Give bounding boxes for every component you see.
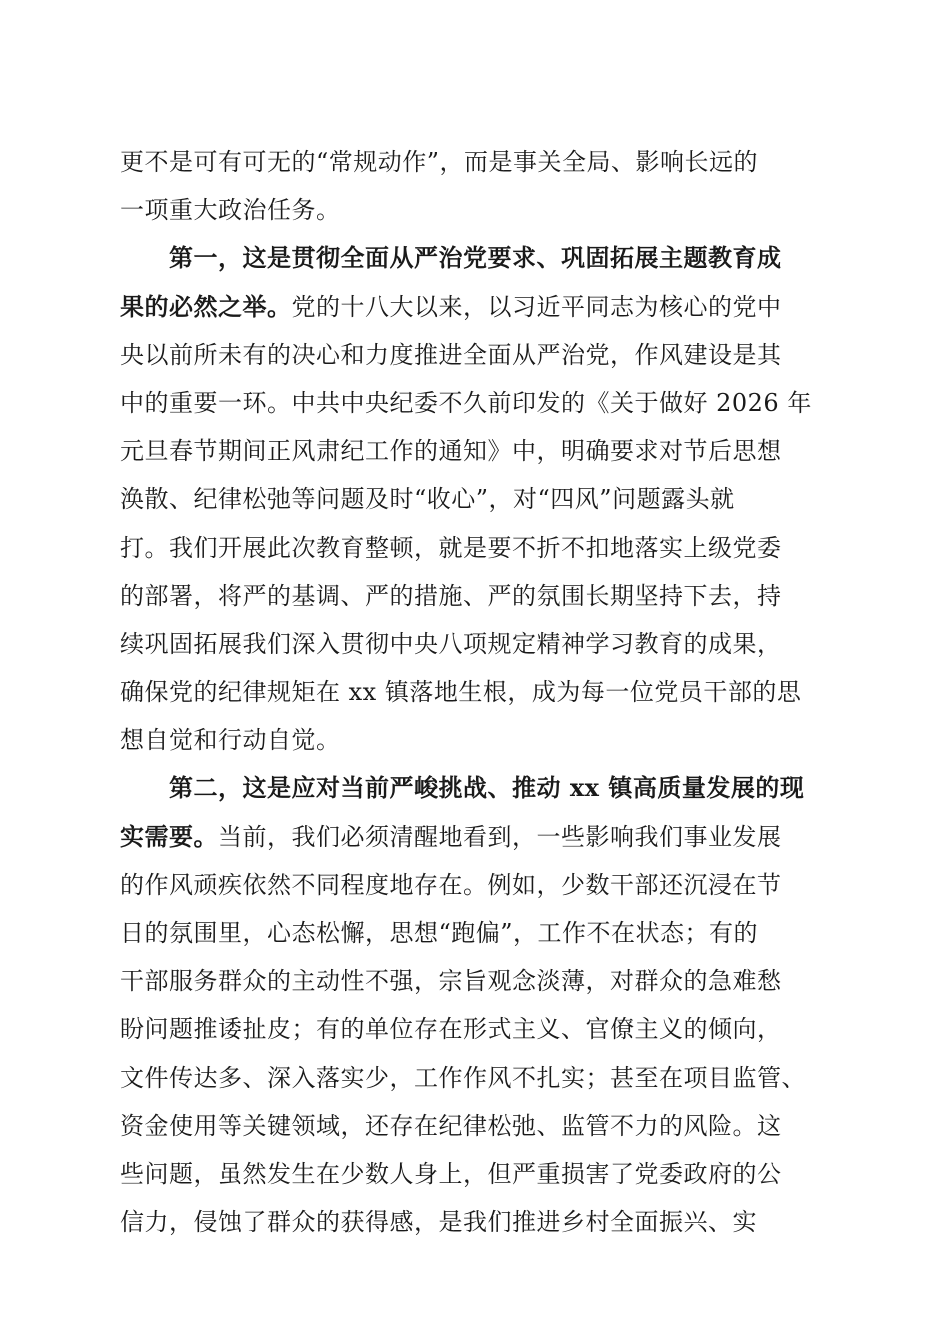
text-line: 盼问题推诿扯皮；有的单位存在形式主义、官僚主义的倾向， <box>120 1015 782 1044</box>
point-heading-tail: 果的必然之举。 <box>120 291 292 321</box>
text-line: 文件传达多、深入落实少，工作作风不扎实；甚至在项目监管、 <box>120 1063 806 1092</box>
text-line: 涣散、纪律松弛等问题及时“收心”，对“四风”问题露头就 <box>120 485 735 514</box>
text-fragment: 当前，我们必须清醒地看到，一些影响我们事业发展 <box>218 822 782 851</box>
text-line <box>120 813 830 861</box>
text-line: 信力，侵蚀了群众的获得感，是我们推进乡村全面振兴、实 <box>120 1208 757 1237</box>
document-body <box>120 138 830 1246</box>
paragraph-continuation <box>120 138 830 234</box>
text-line: 确保党的纪律规矩在 xx 镇落地生根，成为每一位党员干部的思 <box>120 678 802 707</box>
text-line: 干部服务群众的主动性不强，宗旨观念淡薄，对群众的急难愁 <box>120 967 782 996</box>
text-line: 元旦春节期间正风肃纪工作的通知》中，明确要求对节后思想 <box>120 437 782 466</box>
text-line: 更不是可有可无的“常规动作”，而是事关全局、影响长远的 <box>120 148 759 176</box>
text-line: 央以前所未有的决心和力度推进全面从严治党，作风建设是其 <box>120 340 782 369</box>
text-line: 打。我们开展此次教育整顿，就是要不折不扣地落实上级党委 <box>120 533 782 562</box>
text-line: 些问题，虽然发生在少数人身上，但严重损害了党委政府的公 <box>120 1159 782 1188</box>
text-line: 续巩固拓展我们深入贯彻中央八项规定精神学习教育的成果， <box>120 629 782 658</box>
paragraph-second-point <box>120 764 830 1246</box>
paragraph-first-point <box>120 234 830 764</box>
text-line: 资金使用等关键领域，还存在纪律松弛、监管不力的风险。这 <box>120 1111 782 1140</box>
point-heading-line: 第二，这是应对当前严峻挑战、推动 xx 镇高质量发展的现 <box>169 773 805 803</box>
text-fragment: 党的十八大以来，以习近平同志为核心的党中 <box>291 292 782 321</box>
text-line: 一项重大政治任务。 <box>120 196 341 225</box>
point-heading-tail: 实需要。 <box>120 821 218 851</box>
text-line: 中的重要一环。中共中央纪委不久前印发的《关于做好 2026 年 <box>120 388 812 417</box>
point-heading-line: 第一，这是贯彻全面从严治党要求、巩固拓展主题教育成 <box>169 243 782 273</box>
text-line: 的部署，将严的基调、严的措施、严的氛围长期坚持下去，持 <box>120 581 782 610</box>
text-line <box>120 283 830 331</box>
text-line: 想自觉和行动自觉。 <box>120 726 341 755</box>
text-line: 的作风顽疾依然不同程度地存在。例如，少数干部还沉浸在节 <box>120 870 782 899</box>
text-line: 日的氛围里，心态松懈，思想“跑偏”，工作不在状态；有的 <box>120 919 759 947</box>
